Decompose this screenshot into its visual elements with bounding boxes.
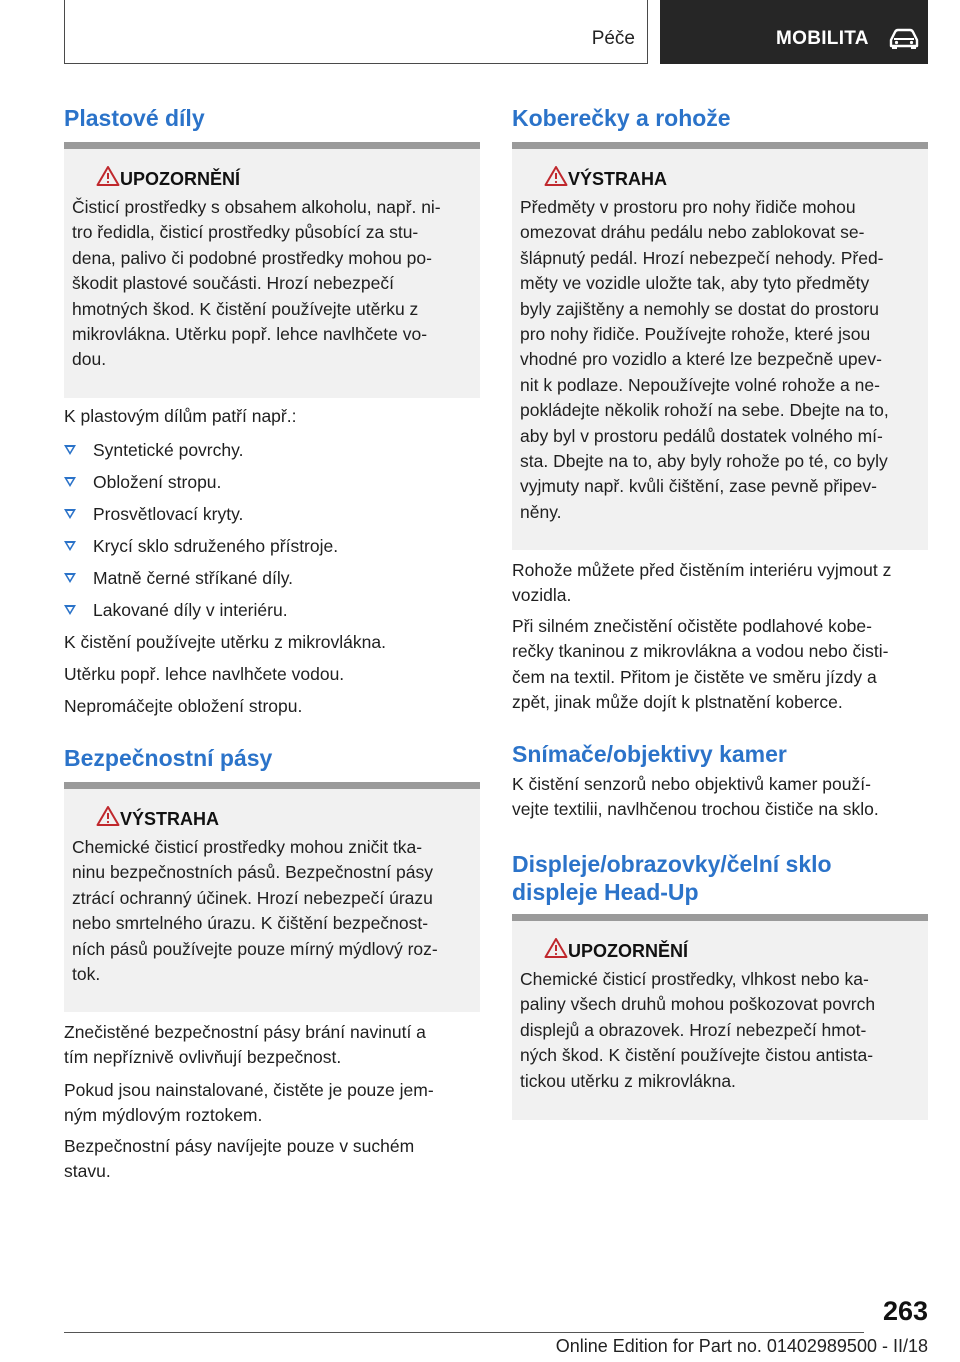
header-chapter-label: MOBILITA bbox=[776, 28, 869, 49]
warning-box-displeje bbox=[512, 914, 928, 1120]
heading-koberecky: Koberečky a rohože bbox=[512, 105, 731, 131]
heading-bezpecnostni-pasy: Bezpečnostní pásy bbox=[64, 745, 273, 771]
paragraph: Při silném znečistění očistěte podlahové kobe- rečky tkaninou z mikrovlákna a vodou nebo čisti- čem na textil. Přitom je čistěte ve směru jízdy a zpět, jinak může dojít k plstnatění koberce. bbox=[512, 616, 889, 713]
warning-box-koberecky bbox=[512, 142, 928, 550]
warning-box-plastove bbox=[64, 142, 480, 398]
bullet-triangle-icon bbox=[64, 509, 76, 519]
bullet-triangle-icon bbox=[64, 605, 76, 615]
warning-title: VÝSTRAHA bbox=[120, 809, 220, 829]
heading-displeje: Displeje/obrazovky/čelní sklo displeje Head-Up bbox=[512, 851, 832, 905]
warning-text: Chemické čisticí prostředky, vlhkost nebo ka- paliny všech druhů mohou poškozovat povrch displejů a obrazovek. Hrozí nebezpečí hmot- ných škod. K čistění používejte čistou antista- tickou utěrku z mikrovlákna. bbox=[520, 969, 876, 1091]
header-section-box bbox=[64, 0, 648, 64]
paragraph: K čistění senzorů nebo objektivů kamer použí- vejte textilii, navlhčenou trochou čističe na sklo. bbox=[512, 774, 879, 820]
bullet-triangle-icon bbox=[64, 477, 76, 487]
bullet-triangle-icon bbox=[64, 541, 76, 551]
paragraph: Bezpečnostní pásy navíjejte pouze v suchém stavu. bbox=[64, 1136, 415, 1182]
bullet-triangle-icon bbox=[64, 445, 76, 455]
warning-text: Předměty v prostoru pro nohy řidiče mohou omezovat dráhu pedálu nebo zablokovat se- šlápnutý pedál. Hrozí nebezpečí nehody. Před- měty ve vozidle uložte tak, aby tyto předměty byly zajištěny a nemohly se dostat do prostoru pro nohy řidiče. Používejte rohože, které jsou vhodné pro vozidlo a které lze bezpečně upev- nit k podlaze. Nepoužívejte volné rohože a ne- pokládejte několik rohoží na sebe. Dbejte na to, aby byl v prostoru pedálů dostatek volného mí- sta. Dbejte na to, aby byly rohože po té, co byly vyjmuty např. kvůli čištění, zase pevně připev- něny. bbox=[520, 197, 889, 522]
warning-title: UPOZORNĚNÍ bbox=[568, 941, 689, 961]
bullet-triangle-icon bbox=[64, 573, 76, 583]
heading-plastove-dily: Plastové díly bbox=[64, 105, 205, 131]
footer-edition: Online Edition for Part no. 01402989500 - II/18 bbox=[555, 1336, 928, 1356]
paragraph: Utěrku popř. lehce navlhčete vodou. bbox=[64, 664, 345, 684]
paragraph: Pokud jsou nainstalované, čistěte je pouze jem- ným mýdlovým roztokem. bbox=[64, 1080, 434, 1126]
paragraph: Rohože můžete před čistěním interiéru vyjmout z vozidla. bbox=[512, 560, 892, 606]
warning-text: Čisticí prostředky s obsahem alkoholu, např. ni- tro ředidla, čisticí prostředky působící za stu- dena, palivo či podobné prostředky mohou po- škodit plastové součásti. Hrozí nebezpečí hmotných škod. K čistění používejte utěrku z mikrovlákna. Utěrku popř. lehce navlhčete vo- dou. bbox=[72, 197, 441, 370]
header-section-label: Péče bbox=[591, 28, 635, 49]
paragraph: Nepromáčejte obložení stropu. bbox=[64, 696, 303, 716]
page-header bbox=[64, 0, 928, 64]
warning-title: VÝSTRAHA bbox=[568, 169, 668, 189]
paragraph-intro: K plastovým dílům patří např.: bbox=[64, 406, 297, 426]
warning-triangle-icon bbox=[96, 805, 120, 827]
warning-triangle-icon bbox=[96, 165, 120, 187]
footer-divider bbox=[64, 1332, 864, 1333]
warning-box-pasy bbox=[64, 782, 480, 1012]
paragraph: Znečistěné bezpečnostní pásy brání navinutí a tím nepříznivě ovlivňují bezpečnost. bbox=[64, 1022, 426, 1068]
header-chapter-box bbox=[660, 0, 928, 64]
warning-triangle-icon bbox=[544, 165, 568, 187]
page-number: 263 bbox=[882, 1296, 928, 1326]
warning-title: UPOZORNĚNÍ bbox=[120, 169, 241, 189]
warning-text: Chemické čisticí prostředky mohou zničit tka- ninu bezpečnostních pásů. Bezpečnostní pásy ztrácí ochranný účinek. Hrozí nebezpečí úrazu nebo smrtelného úrazu. K čištění bezpečnost- ních pásů používejte pouze mírný mýdlový roz- tok. bbox=[72, 837, 438, 985]
car-icon bbox=[888, 28, 920, 50]
warning-triangle-icon bbox=[544, 937, 568, 959]
paragraph: K čistění používejte utěrku z mikrovlákna. bbox=[64, 632, 386, 652]
heading-snimace: Snímače/objektivy kamer bbox=[512, 741, 787, 767]
